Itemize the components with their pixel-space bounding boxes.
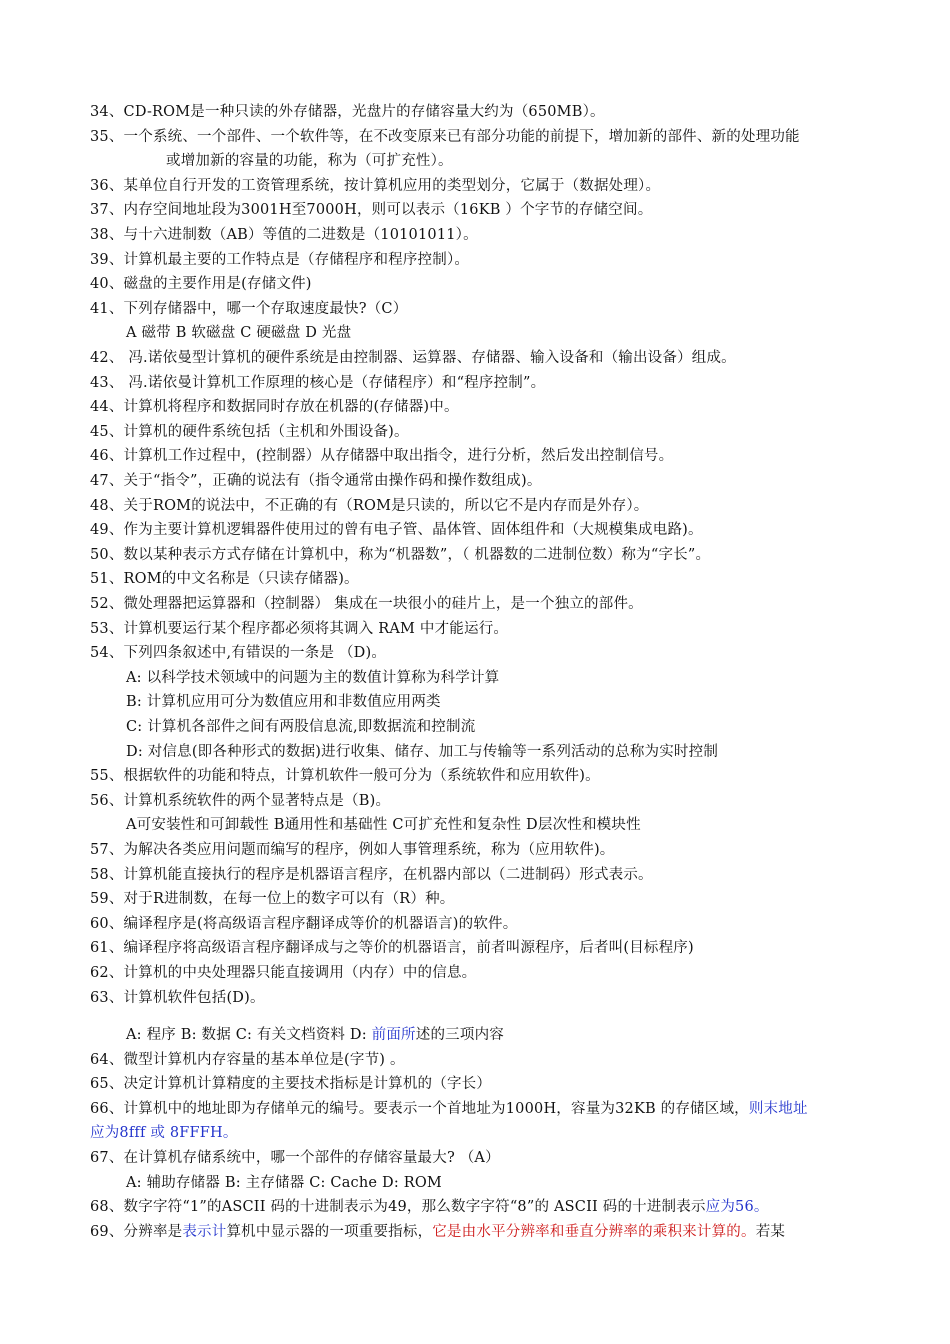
document-line: 40、磁盘的主要作用是(存储文件) <box>90 276 312 292</box>
document-line: C: 计算机各部件之间有两股信息流,即数据流和控制流 <box>126 719 476 735</box>
document-line: D: 对信息(即各种形式的数据)进行收集、储存、加工与传输等一系列活动的总称为实时控制 <box>126 744 719 760</box>
document-line: 或增加新的容量的功能，称为（可扩充性）。 <box>166 153 453 169</box>
document-line: 51、ROM的中文名称是（只读存储器)。 <box>90 571 359 587</box>
document-line: 39、计算机最主要的工作特点是（存储程序和程序控制）。 <box>90 252 470 268</box>
document-line: 60、编译程序是(将高级语言程序翻译成等价的机器语言)的软件。 <box>90 916 518 932</box>
document-line: 47、关于“指令”，正确的说法有（指令通常由操作码和操作数组成)。 <box>90 473 542 489</box>
document-line: 42、 冯.诺依曼型计算机的硬件系统是由控制器、运算器、存储器、输入设备和（输出设备）组成。 <box>90 350 736 366</box>
document-line: 54、下列四条叙述中,有错误的一条是 （D)。 <box>90 645 387 661</box>
question-67-options: A: 辅助存储器 B: 主存储器 C: Cache D: ROM <box>126 1175 442 1191</box>
document-line: A可安装性和可卸载性 B通用性和基础性 C可扩充性和复杂性 D层次性和模块性 <box>126 817 641 833</box>
document-line: 52、微处理器把运算器和（控制器） 集成在一块很小的硅片上，是一个独立的部件。 <box>90 596 643 612</box>
document-line: A 磁带 B 软磁盘 C 硬磁盘 D 光盘 <box>126 325 352 341</box>
question-63-options: A: 程序 B: 数据 C: 有关文档资料 D: 前面所述的三项内容 <box>126 1027 504 1043</box>
document-line: 37、内存空间地址段为3001H至7000H，则可以表示（16KB ）个字节的存储空间。 <box>90 202 653 218</box>
document-line: 45、计算机的硬件系统包括（主机和外围设备)。 <box>90 424 409 440</box>
document-line: 56、计算机系统软件的两个显著特点是（B)。 <box>90 793 391 809</box>
document-line: 53、计算机要运行某个程序都必须将其调入 RAM 中才能运行。 <box>90 621 509 637</box>
question-66-continued: 应为8fff 或 8FFFH。 <box>90 1125 238 1141</box>
document-line: 44、计算机将程序和数据同时存放在机器的(存储器)中。 <box>90 399 459 415</box>
question-65: 65、决定计算机计算精度的主要技术指标是计算机的（字长） <box>90 1076 492 1092</box>
document-line: 48、关于ROM的说法中，不正确的有（ROM是只读的，所以它不是内存而是外存）。 <box>90 498 649 514</box>
question-69: 69、分辨率是表示计算机中显示器的一项重要指标，它是由水平分辨率和垂直分辨率的乘积来计算的。若某 <box>90 1224 786 1240</box>
document-line: 49、作为主要计算机逻辑器件使用过的曾有电子管、晶体管、固体组件和（大规模集成电路)。 <box>90 522 703 538</box>
document-line: 61、编译程序将高级语言程序翻译成与之等价的机器语言，前者叫源程序，后者叫(目标程序) <box>90 940 694 956</box>
document-line: 38、与十六进制数（AB）等值的二进数是（10101011）。 <box>90 227 478 243</box>
question-66: 66、计算机中的地址即为存储单元的编号。要表示一个首地址为1000H，容量为32KB 的存储区域，则末地址 <box>90 1101 808 1117</box>
document-line: B: 计算机应用可分为数值应用和非数值应用两类 <box>126 694 441 710</box>
document-line: A: 以科学技术领域中的问题为主的数值计算称为科学计算 <box>126 670 500 686</box>
document-line: 41、下列存储器中，哪一个存取速度最快?（C） <box>90 301 408 317</box>
document-line: 35、一个系统、一个部件、一个软件等，在不改变原来已有部分功能的前提下，增加新的部件、新的处理功能 <box>90 129 800 145</box>
question-68: 68、数字字符“1”的ASCII 码的十进制表示为49，那么数字字符“8”的 ASCII 码的十进制表示应为56。 <box>90 1199 769 1215</box>
question-67: 67、在计算机存储系统中，哪一个部件的存储容量最大? （A） <box>90 1150 500 1166</box>
document-line: 58、计算机能直接执行的程序是机器语言程序，在机器内部以（二进制码）形式表示。 <box>90 867 653 883</box>
document-line: 62、计算机的中央处理器只能直接调用（内存）中的信息。 <box>90 965 477 981</box>
document-line: 50、数以某种表示方式存储在计算机中，称为“机器数”，（ 机器数的二进制位数）称为“字长”。 <box>90 547 711 563</box>
document-line: 36、某单位自行开发的工资管理系统，按计算机应用的类型划分，它属于（数据处理）。 <box>90 178 661 194</box>
document-line: 46、计算机工作过程中，(控制器）从存储器中取出指令，进行分析，然后发出控制信号。 <box>90 448 674 464</box>
document-line: 55、根据软件的功能和特点，计算机软件一般可分为（系统软件和应用软件)。 <box>90 768 600 784</box>
document-line: 43、 冯.诺依曼计算机工作原理的核心是（存储程序）和“程序控制”。 <box>90 375 546 391</box>
document-line: 34、CD-ROM是一种只读的外存储器，光盘片的存储容量大约为（650MB）。 <box>90 104 605 120</box>
document-line: 59、对于R进制数，在每一位上的数字可以有（R）种。 <box>90 891 455 907</box>
document-line: 63、计算机软件包括(D)。 <box>90 990 265 1006</box>
document-line: 57、为解决各类应用问题而编写的程序，例如人事管理系统，称为（应用软件)。 <box>90 842 615 858</box>
question-64: 64、微型计算机内存容量的基本单位是(字节) 。 <box>90 1052 405 1068</box>
